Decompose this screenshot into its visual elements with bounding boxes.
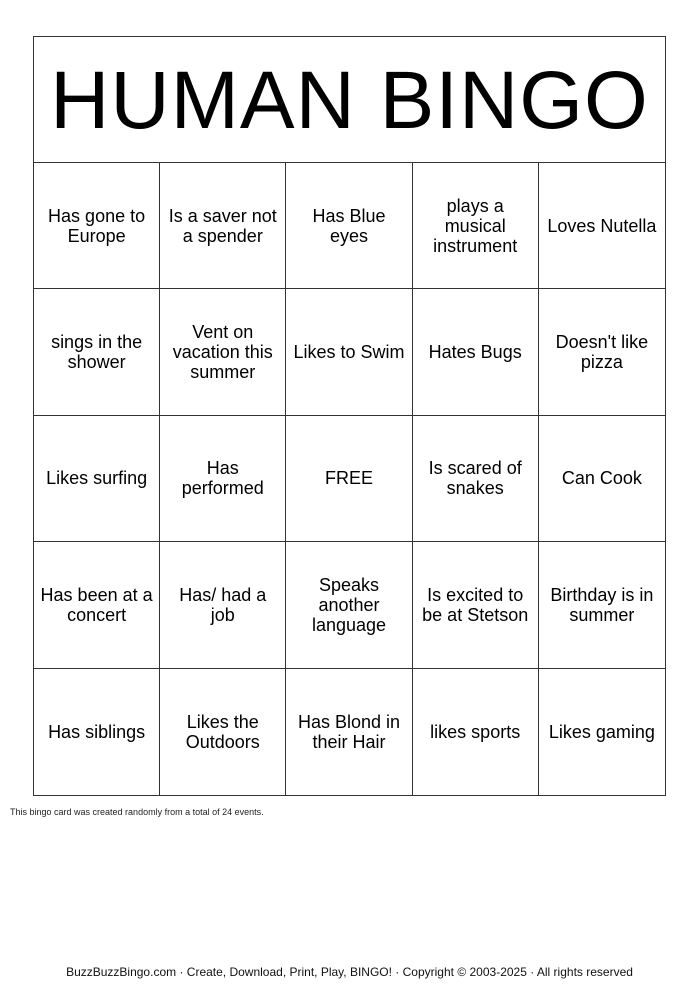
bingo-cell: Has performed: [160, 416, 286, 542]
card-title: HUMAN BINGO: [34, 37, 665, 163]
bingo-cell: Hates Bugs: [413, 289, 539, 415]
bingo-cell: Doesn't like pizza: [539, 289, 665, 415]
bingo-cell: Has Blue eyes: [286, 163, 412, 289]
bingo-cell: sings in the shower: [34, 289, 160, 415]
bingo-cell: Likes the Outdoors: [160, 669, 286, 795]
bingo-cell: Vent on vacation this summer: [160, 289, 286, 415]
generation-note: This bingo card was created randomly from a total of 24 events.: [10, 807, 264, 817]
bingo-cell: Birthday is in summer: [539, 542, 665, 668]
bingo-cell: Has/ had a job: [160, 542, 286, 668]
bingo-cell: Has Blond in their Hair: [286, 669, 412, 795]
bingo-cell: likes sports: [413, 669, 539, 795]
bingo-cell: Has gone to Europe: [34, 163, 160, 289]
bingo-cell: Likes gaming: [548, 721, 655, 742]
bingo-cell: Is scared of snakes: [413, 416, 539, 542]
bingo-cell: Has been at a concert: [34, 542, 160, 668]
free-cell: FREE: [286, 416, 412, 542]
bingo-card: [33, 36, 666, 796]
footer-text: BuzzBuzzBingo.com · Create, Download, Print, Play, BINGO! · Copyright © 2003-2025 · All rights reserved: [66, 965, 633, 979]
bingo-cell: Likes surfing: [34, 416, 160, 542]
bingo-cell: Likes to Swim: [286, 289, 412, 415]
bingo-cell: Loves Nutella: [539, 163, 665, 289]
bingo-cell: plays a musical instrument: [413, 163, 539, 289]
bingo-grid: [34, 163, 665, 795]
bingo-cell: Is a saver not a spender: [160, 163, 286, 289]
bingo-cell: Has siblings: [34, 669, 160, 795]
bingo-cell: Is excited to be at Stetson: [413, 542, 539, 668]
bingo-cell: Speaks another language: [286, 542, 412, 668]
bingo-cell: Can Cook: [539, 416, 665, 542]
